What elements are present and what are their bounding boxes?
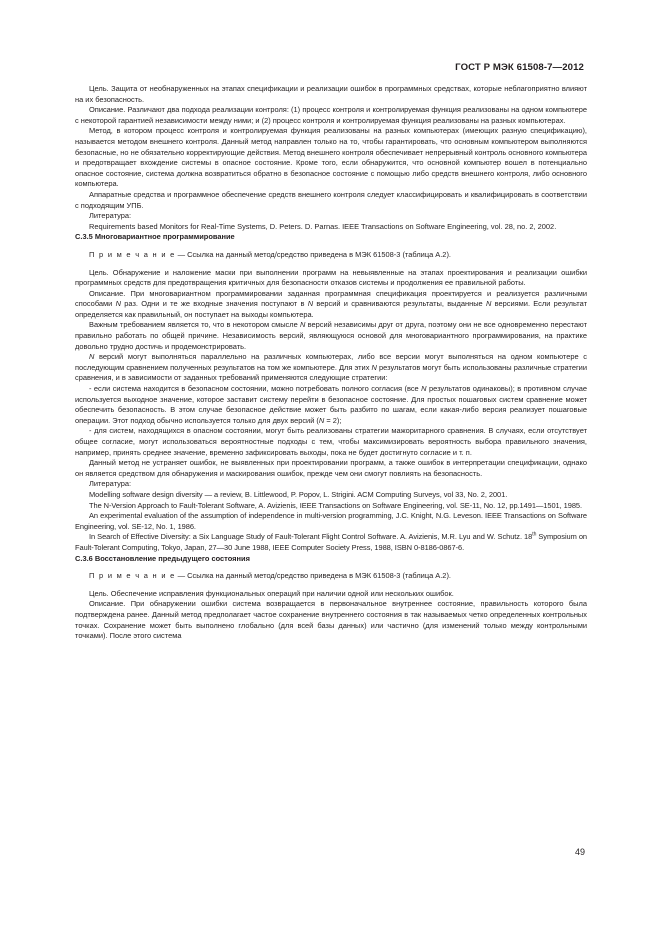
paragraph: Литература: bbox=[89, 211, 132, 221]
note-label: П р и м е ч а н и е bbox=[89, 249, 176, 259]
paragraph: Данный метод не устраняет ошибок, не выявленных при проектировании программ, а также ошибок в интерпретации спецификации, однако он является средством для обнаружения и маскирования ошибок, прежде чем они смогут повлиять на безопасность. bbox=[75, 458, 587, 478]
variable-n: N bbox=[307, 299, 314, 309]
text-run: Важным требованием является то, что в некотором смысле bbox=[89, 320, 301, 330]
paragraph: - для систем, находящихся в опасном состоянии, могут быть реализованы стратегии мажоритарного сравнения. В случаях, если отсутствует общее согласие, могут использоваться вероятностные подходы с тем, чтобы максимизировать вероятность выбора правильного значения, например, принять среднее значение, временно зафиксировать выходы, пока не будет достигнуто согласие и т. п. bbox=[75, 426, 587, 457]
reference: Requirements based Monitors for Real-Time Systems, D. Peters. D. Parnas. IEEE Transactions on Software Engineering, vol. 28, no. 2, 2002. bbox=[89, 221, 557, 231]
variable-n: N bbox=[89, 352, 95, 362]
paragraph bbox=[75, 352, 587, 384]
section-heading-c35: С.3.5 Многовариантное программирование bbox=[75, 232, 235, 242]
paragraph bbox=[75, 384, 587, 426]
text-run: In Search of Effective Diversity: a Six Language Study of Fault-Tolerant Flight Control Software. A. Avizienis, M.R. Lyu and W. Schutz. 18 bbox=[89, 532, 533, 542]
note bbox=[75, 250, 587, 261]
variable-n: N bbox=[371, 362, 377, 372]
page-number: 49 bbox=[574, 847, 585, 857]
reference: Modelling software design diversity — a review, B. Littlewood, P. Popov, L. Strigini. ACM Computing Surveys, vol 33, No. 2, 2001. bbox=[89, 489, 508, 499]
paragraph: Описание. Различают два подхода реализации контроля: (1) процесс контроля и контролируемая функция реализованы на одном компьютере с некоторой гарантией независимости между ними; и (2) процесс контроля и контролируемая функция реализованы на разных компьютерах. bbox=[75, 105, 587, 125]
page-header-title: ГОСТ Р МЭК 61508-7—2012 bbox=[455, 62, 584, 73]
text-run: - если система находится в безопасном состоянии, можно потребовать полного согласия (все bbox=[89, 384, 422, 394]
text-run: = 2); bbox=[324, 415, 342, 425]
paragraph: Цель. Обеспечение исправления функциональных операций при наличии одной или нескольких ошибок. bbox=[89, 588, 454, 598]
paragraph: Описание. При обнаружении ошибки система возвращается в первоначальное внутреннее состояние, правильность которого была подтверждена ранее. Данный метод предполагает частое сохранение внутреннего состояния в так называемых четко определенных контрольных точках. Сохранение может быть выполнено глобально (для всей базы данных) или частично (для изменений только между контрольными точками). После этого система bbox=[75, 599, 587, 641]
text-run: версий и сравниваются результаты, выданные bbox=[313, 299, 486, 309]
paragraph: Цель. Защита от необнаруженных на этапах спецификации и реализации ошибок в программных средствах, которые неблагоприятно влияют на их безопасность. bbox=[75, 84, 587, 104]
note-label: П р и м е ч а н и е bbox=[89, 571, 176, 581]
paragraph bbox=[75, 289, 587, 321]
text-run: Описание. При многовариантном программировании заданная программная спецификация проектируется и реализуется различными способами bbox=[75, 288, 587, 309]
variable-n: N bbox=[421, 384, 427, 394]
text-run: Symposium on Fault-Tolerant Computing, Tokyo, Japan, 27—30 June 1988, IEEE Computer Society Press, 1988, ISBN 0-8186-0867-6. bbox=[75, 532, 588, 552]
section-heading-c36: С.3.6 Восстановление предыдущего состояния bbox=[75, 553, 250, 563]
text-run: результатов могут быть использованы различные стратегии сравнения, и в зависимости от заданных требований применяются следующие стратегии: bbox=[75, 362, 587, 383]
paragraph: Литература: bbox=[89, 479, 132, 489]
variable-n: N bbox=[485, 299, 492, 309]
page-body bbox=[75, 84, 587, 642]
text-run: версиями. Если результат определяется как правильный, он поступает на выходы компьютера. bbox=[75, 299, 587, 319]
variable-n: N bbox=[318, 415, 325, 425]
variable-n: N bbox=[115, 299, 121, 309]
text-run: версий могут выполняться параллельно на различных компьютерах, либо все версии могут выполняться на одном компьютере с последующим сравнением полученных результатов на том же компьютере. Для этих bbox=[75, 352, 587, 372]
paragraph: Метод, в котором процесс контроля и контролируемая функция реализованы на разных компьютерах (имеющих разную спецификацию), называется методом внешнего контроля. Данный метод направлен только на то, чтобы гарантировать, что основным компьютером выполняются безопасные, но не обязательно корректирующие действия. Метод внешнего контроля обеспечивает непрерывный контроль основного компьютера и предотвращает вхождение системы в опасное состояние. Кроме того, если обнаружится, что основной компьютер вошел в потенциально опасное состояние, система должна возвратиться обратно в безопасное состояние с помощью либо средств внешнего контроля, либо основного компьютера. bbox=[75, 126, 587, 189]
text-run: результатов одинаковы); в противном случае используется выходное значение, которое заставит систему перейти в безопасное состояние. Для простых пошаговых систем сравнение может обеспечить безопасность. В этом случае безопасное действие может быть разбито по шагам, если какая-либо версия реализует пошаговые операции. Этот подход обычно используется только для двух версий ( bbox=[75, 384, 587, 425]
paragraph bbox=[75, 320, 587, 352]
variable-n: N bbox=[300, 320, 306, 330]
reference: The N-Version Approach to Fault-Tolerant Software, A. Avizienis, IEEE Transactions on Software Engineering, vol. SE-11, No. 12, pp.1491—1501, 1985. bbox=[89, 500, 583, 510]
reference bbox=[75, 532, 587, 553]
note bbox=[75, 571, 587, 582]
paragraph: Цель. Обнаружение и наложение маски при выполнении программ на невыявленные на этапах проектирования и реализации ошибки программных средств для предотвращения критичных для безопасности отказов системы и продолжения ее правильной работы. bbox=[75, 267, 587, 288]
note-text: — Ссылка на данный метод/средство приведена в МЭК 61508-3 (таблица А.2). bbox=[175, 571, 451, 581]
note-text: — Ссылка на данный метод/средство приведена в МЭК 61508-3 (таблица А.2). bbox=[175, 249, 451, 259]
paragraph: Аппаратные средства и программное обеспечение средств внешнего контроля следует классифицировать и квалифицировать в соответствии с подходящим УПБ. bbox=[75, 189, 587, 210]
text-run: версий независимы друг от друга, поэтому они не все одновременно перестают правильно работать по общей причине. Независимость версий, являющуюся основой для многовариантного программирования, на практике довольно трудно достичь и продемонстрировать. bbox=[75, 320, 587, 351]
superscript: th bbox=[532, 531, 537, 538]
reference: An experimental evaluation of the assumption of independence in multi-version programming, J.C. Knight, N.G. Leveson. IEEE Transactions on Software Engineering, vol. SE-12, No. 1, 1986. bbox=[75, 511, 587, 531]
text-run: раз. Одни и те же входные значения поступают в bbox=[120, 299, 308, 309]
